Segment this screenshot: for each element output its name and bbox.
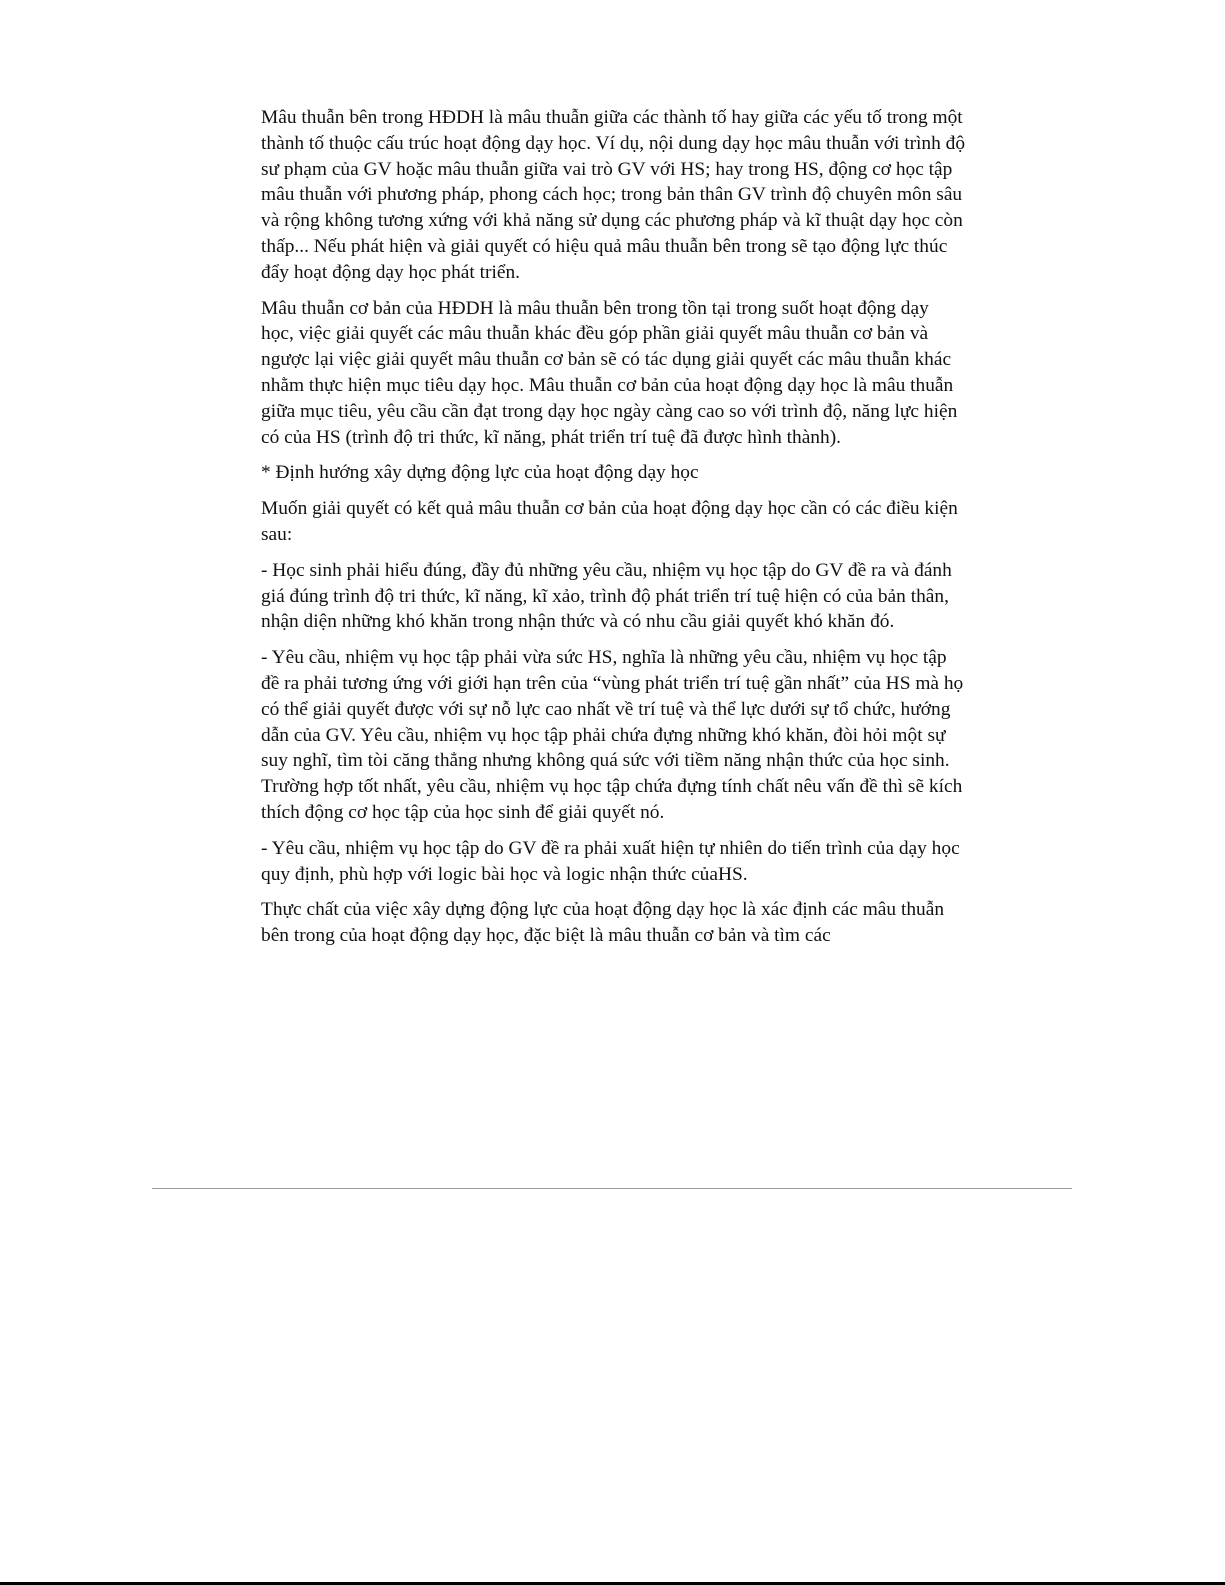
list-item-condition-3: - Yêu cầu, nhiệm vụ học tập do GV đề ra phải xuất hiện tự nhiên do tiến trình của dạy học quy định, phù hợp với logic bài học và logic nhận thức củaHS. xyxy=(261,837,960,885)
paragraph-basic-contradiction: Mâu thuẫn cơ bản của HĐDH là mâu thuẫn bên trong tồn tại trong suốt hoạt động dạy học, việc giải quyết các mâu thuẫn khác đều góp phần giải quyết mâu thuẫn cơ bản và ngược lại việc giải quyết mâu thuẫn cơ bản sẽ có tác dụng giải quyết các mâu thuẫn khác nhằm thực hiện mục tiêu dạy học. Mâu thuẫn cơ bản của hoạt động dạy học là mâu thuẫn giữa mục tiêu, yêu cầu cần đạt trong dạy học ngày càng cao so với trình độ, năng lực hiện có của HS (trình độ tri thức, kĩ năng, phát triển trí tuệ đã được hình thành). xyxy=(261,297,958,448)
document-body xyxy=(261,105,966,959)
list-item-condition-1: - Học sinh phải hiểu đúng, đầy đủ những yêu cầu, nhiệm vụ học tập do GV đề ra và đánh giá đúng trình độ tri thức, kĩ năng, kĩ xảo, trình độ phát triển trí tuệ hiện có của bản thân, nhận diện những khó khăn trong nhận thức và có nhu cầu giải quyết khó khăn đó. xyxy=(261,559,952,633)
page-divider xyxy=(152,1188,1072,1189)
paragraph-conditions-intro: Muốn giải quyết có kết quả mâu thuẫn cơ bản của hoạt động dạy học cần có các điều kiện sau: xyxy=(261,498,958,545)
paragraph-internal-contradiction: Mâu thuẫn bên trong HĐDH là mâu thuẫn giữa các thành tố hay giữa các yếu tố trong một thành tố thuộc cấu trúc hoạt động dạy học. Ví dụ, nội dung dạy học mâu thuẫn với trình độ sư phạm của GV hoặc mâu thuẫn giữa vai trò GV với HS; hay trong HS, động cơ học tập mâu thuẫn với phương pháp, phong cách học; trong bản thân GV trình độ chuyên môn sâu và rộng không tương xứng với khả năng sử dụng các phương pháp và kĩ thuật dạy học còn thấp... Nếu phát hiện và giải quyết có hiệu quả mâu thuẫn bên trong sẽ tạo động lực thúc đẩy hoạt động dạy học phát triển. xyxy=(261,107,966,283)
section-heading-motivation: * Định hướng xây dựng động lực của hoạt động dạy học xyxy=(261,462,699,484)
list-item-condition-2: - Yêu cầu, nhiệm vụ học tập phải vừa sức HS, nghĩa là những yêu cầu, nhiệm vụ học tập đề ra phải tương ứng với giới hạn trên của “vùng phát triển trí tuệ gần nhất” của HS mà họ có thể giải quyết được với sự nỗ lực cao nhất về trí tuệ và thể lực dưới sự tổ chức, hướng dẫn của GV. Yêu cầu, nhiệm vụ học tập phải chứa đựng những khó khăn, đòi hỏi một sự suy nghĩ, tìm tòi căng thẳng nhưng không quá sức với tiềm năng nhận thức của học sinh. Trường hợp tốt nhất, yêu cầu, nhiệm vụ học tập chứa đựng tính chất nêu vấn đề thì sẽ kích thích động cơ học tập của học sinh để giải quyết nó. xyxy=(261,647,964,823)
paragraph-conclusion: Thực chất của việc xây dựng động lực của hoạt động dạy học là xác định các mâu thuẫn bên trong của hoạt động dạy học, đặc biệt là mâu thuẫn cơ bản và tìm các xyxy=(261,899,945,947)
